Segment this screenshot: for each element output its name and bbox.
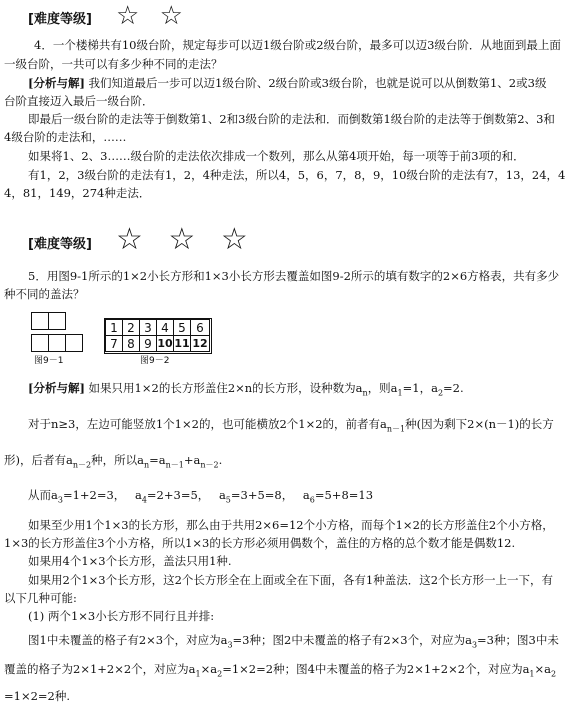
analysis-paragraph xyxy=(4,661,556,680)
analysis-text: =3种；图3中未 xyxy=(477,633,559,647)
analysis-text: 即最后一级台阶的走法等于倒数第1、2和3级台阶的走法和．而倒数第1级台阶的走法等于倒数第2、3和 xyxy=(28,112,555,126)
figure-9-2-grid xyxy=(104,318,212,354)
analysis-text: 如果用4个1×3个长方形，盖法只用1种. xyxy=(28,554,232,568)
figure-caption: 图9－2 xyxy=(140,356,170,366)
difficulty-label: [难度等级] xyxy=(28,237,92,252)
tile-1x3-square xyxy=(48,334,66,352)
grid-cell: 7 xyxy=(105,335,123,352)
subscript: 3 xyxy=(57,495,63,505)
subscript: n－1 xyxy=(386,424,406,434)
analysis-paragraph xyxy=(28,416,554,435)
analysis-text: . xyxy=(218,453,223,467)
grid-cell: 5 xyxy=(173,319,191,336)
figure-caption: 图9－1 xyxy=(34,356,64,366)
analysis-text: =a xyxy=(149,453,166,467)
analysis-text: 1×3的长方形盖住3个小方格，所以1×3的长方形必须用偶数个，盖住的方格的总个数才能是偶数12. xyxy=(4,536,516,550)
subscript: 2 xyxy=(437,388,444,398)
analysis-text: 以下几种可能: xyxy=(4,591,77,605)
analysis-text: 形)，后者有a xyxy=(4,453,73,467)
subscript: 4 xyxy=(141,495,147,505)
difficulty-stars: ☆ ☆ ☆ xyxy=(116,222,256,257)
grid-cell: 11 xyxy=(174,337,190,350)
analysis-text: 我们知道最后一步可以迈1级台阶、2级台阶或3级台阶，也就是说可以从倒数第1、2或3级 xyxy=(88,76,547,90)
subscript: 1 xyxy=(397,388,403,398)
analysis-text: 台阶直接迈入最后一级台阶． xyxy=(4,94,154,108)
analysis-text: ，则a xyxy=(367,381,398,395)
analysis-text: =1×2=2种；图4中未覆盖的格子为2×1+2×2个，对应为a xyxy=(222,662,530,676)
question-text: 5．用图9-1所示的1×2小长方形和1×3小长方形去覆盖如图9-2所示的填有数字的2×6方格表，共有多少 xyxy=(28,269,560,283)
analysis-text: =1，a xyxy=(402,381,438,395)
figure-9-1 xyxy=(31,312,87,352)
analysis-paragraph xyxy=(28,75,546,92)
grid-cell: 8 xyxy=(122,335,140,352)
analysis-text: ×a xyxy=(200,662,218,676)
subscript: 3 xyxy=(471,640,478,650)
analysis-text: =3种；图2中未覆盖的格子有2×3个，对应为a xyxy=(232,633,472,647)
tile-1x2-square xyxy=(48,312,66,330)
subscript: 6 xyxy=(309,495,315,505)
subscript: 2 xyxy=(551,669,557,679)
analysis-text: 4，81，149，274种走法． xyxy=(4,186,151,200)
question-text: 种不同的盖法？ xyxy=(4,287,85,301)
analysis-text: =3+5=8， xyxy=(230,488,294,502)
question-text: 4．一个楼梯共有10级台阶，规定每步可以迈1级台阶或2级台阶，最多可以迈3级台阶．从地面到最上面 xyxy=(34,38,561,52)
analysis-text: ×a xyxy=(534,662,552,676)
subscript: 2 xyxy=(217,669,223,679)
analysis-text: (1) 两个1×3小长方形不同行且并排: xyxy=(28,609,215,623)
analysis-text: a xyxy=(302,488,310,502)
analysis-text: 如果将1、2、3……级台阶的走法依次排成一个数列，那么从第4项开始，每一项等于前3项的和． xyxy=(28,149,525,163)
grid-cell: 3 xyxy=(139,319,157,336)
subscript: n xyxy=(143,460,150,470)
analysis-text: 种，所以a xyxy=(91,453,144,467)
analysis-text: =2. xyxy=(443,381,464,395)
tile-1x3-square xyxy=(31,334,49,352)
grid-cell: 9 xyxy=(139,335,157,352)
tile-1x2-square xyxy=(31,312,49,330)
analysis-paragraph xyxy=(28,380,464,399)
analysis-text: =5+8=13 xyxy=(314,488,374,502)
grid-cell: 10 xyxy=(157,337,173,350)
difficulty-label: [难度等级] xyxy=(28,12,92,27)
analysis-text: 有1，2，3级台阶的走法有1，2，4种走法，所以4，5，6，7，8，9，10级台阶的走法有7，13，24，4 xyxy=(28,168,566,182)
subscript: 3 xyxy=(227,640,233,650)
subscript: n－1 xyxy=(165,460,184,470)
analysis-text: =2+3=5， xyxy=(146,488,210,502)
grid-cell: 12 xyxy=(190,335,210,352)
analysis-text: 如果至少用1个1×3的长方形，那么由于共用2×6=12个小方格，而每个1×2的长方形盖住2个小方格， xyxy=(28,518,554,532)
subscript: n－2 xyxy=(72,460,92,470)
analysis-text: +a xyxy=(183,453,201,467)
subscript: n－2 xyxy=(200,460,219,470)
analysis-label: [分析与解] xyxy=(28,381,85,395)
grid-cell: 4 xyxy=(156,319,174,336)
analysis-text: 图1中未覆盖的格子有2×3个，对应为a xyxy=(28,633,228,647)
grid-cell: 2 xyxy=(122,319,140,336)
analysis-label: [分析与解] xyxy=(28,76,85,90)
analysis-text: 种(因为剩下2×(n－1)的长方 xyxy=(405,417,554,431)
subscript: 1 xyxy=(529,669,535,679)
tile-1x3-square xyxy=(65,334,83,352)
subscript: n xyxy=(362,388,368,398)
analysis-text: 从而a xyxy=(28,488,58,502)
analysis-paragraph xyxy=(4,452,222,471)
analysis-text: =1+2=3， xyxy=(62,488,126,502)
subscript: 1 xyxy=(195,669,201,679)
difficulty-stars: ☆ ☆ xyxy=(116,1,189,31)
analysis-paragraph xyxy=(28,487,373,506)
subscript: 5 xyxy=(225,495,231,505)
analysis-text: a xyxy=(218,488,226,502)
analysis-text: 4级台阶的走法和，…… xyxy=(4,130,127,144)
grid-cell: 1 xyxy=(105,319,123,336)
analysis-text: a xyxy=(134,488,142,502)
analysis-text: 如果用2个1×3个长方形，这2个长方形全在上面或全在下面，各有1种盖法．这2个长方形一上一下，有 xyxy=(28,573,554,587)
question-text: 一级台阶，一共可以有多少种不同的走法？ xyxy=(4,57,223,71)
analysis-paragraph xyxy=(28,632,559,651)
grid-cell: 6 xyxy=(190,319,210,336)
analysis-text: 覆盖的格子为2×1+2×2个，对应为a xyxy=(4,662,196,676)
analysis-text: 如果只用1×2的长方形盖住2×n的长方形，设种数为a xyxy=(88,381,363,395)
analysis-text: =1×2=2种. xyxy=(4,689,71,703)
analysis-text: 对于n≥3，左边可能竖放1个1×2的，也可能横放2个1×2的，前者有a xyxy=(28,417,387,431)
